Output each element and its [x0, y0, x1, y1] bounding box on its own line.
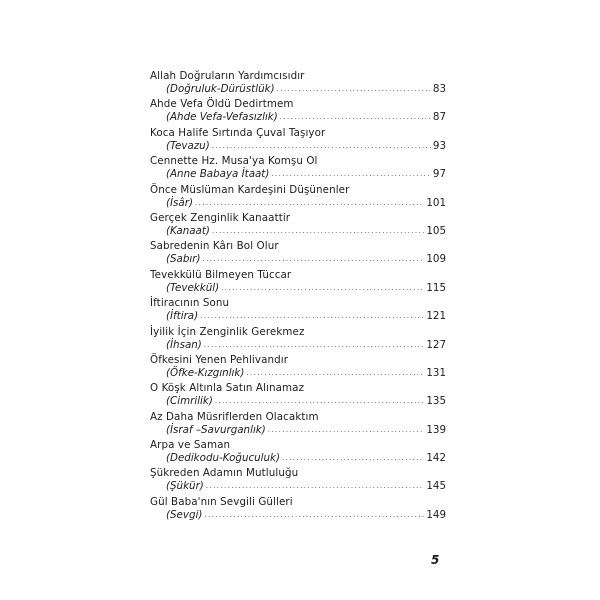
- dot-leader: [200, 310, 424, 323]
- dot-leader: [246, 367, 424, 380]
- toc-entry-subject: (Sabır): [166, 253, 201, 266]
- toc-entry-page-number: 139: [426, 423, 446, 436]
- toc-entry-title: Sabredenin Kârı Bol Olur: [150, 240, 279, 253]
- toc-entry: [150, 127, 446, 155]
- toc-entry-title: Gül Baba'nın Sevgili Gülleri: [150, 495, 293, 508]
- toc-entry-title: O Köşk Altınla Satın Alınamaz: [150, 382, 305, 395]
- toc-entry-detail: [150, 424, 446, 438]
- toc-entry-detail: [150, 480, 446, 494]
- toc-entry: [150, 326, 446, 354]
- toc-entry-title: Şükreden Adamın Mutluluğu: [150, 467, 299, 480]
- toc-entry-subject: (İhsan): [166, 338, 202, 351]
- dot-leader: [203, 253, 425, 266]
- toc-entry-page-number: 115: [426, 281, 446, 294]
- toc-entry-title: Az Daha Müsriflerden Olacaktım: [150, 410, 319, 423]
- toc-entry: [150, 184, 446, 212]
- toc-entry-detail: [150, 111, 446, 125]
- toc-entry-subject: (Kanaat): [166, 224, 210, 237]
- toc-entry: [150, 439, 446, 467]
- toc-entry: [150, 269, 446, 297]
- page-number: 5: [431, 553, 440, 567]
- table-of-contents: [150, 70, 446, 524]
- toc-entry: [150, 354, 446, 382]
- toc-entry-title: Ahde Vefa Öldü Dedirtmem: [150, 98, 294, 111]
- toc-entry-page-number: 121: [426, 310, 446, 323]
- toc-entry-detail: [150, 395, 446, 409]
- toc-entry-detail: [150, 83, 446, 97]
- dot-leader: [215, 395, 424, 408]
- dot-leader: [212, 225, 424, 238]
- toc-entry-subject: (İsâr): [166, 196, 193, 209]
- toc-entry-page-number: 135: [426, 395, 446, 408]
- toc-entry-subject: (İftira): [166, 310, 199, 323]
- toc-entry-page-number: 105: [426, 224, 446, 237]
- toc-entry-page-number: 127: [426, 338, 446, 351]
- dot-leader: [221, 282, 424, 295]
- toc-entry-detail: [150, 339, 446, 353]
- dot-leader: [204, 339, 425, 352]
- toc-entry-detail: [150, 253, 446, 267]
- toc-entry-detail: [150, 310, 446, 324]
- toc-entry-page-number: 145: [426, 480, 446, 493]
- toc-entry-page-number: 131: [426, 366, 446, 379]
- toc-entry: [150, 98, 446, 126]
- toc-entry-title: İyilik İçin Zenginlik Gerekmez: [150, 325, 305, 338]
- toc-entry-subject: (Öfke-Kızgınlık): [166, 366, 245, 379]
- toc-entry-title: Cennette Hz. Musa'ya Komşu Ol: [150, 155, 318, 168]
- toc-entry-detail: [150, 197, 446, 211]
- toc-entry-page-number: 149: [426, 508, 446, 521]
- toc-entry-title: Öfkesini Yenen Pehlivandır: [150, 353, 289, 366]
- toc-entry-title: İftiracının Sonu: [150, 297, 230, 310]
- toc-entry-subject: (Cimrilik): [166, 395, 213, 408]
- toc-entry-title: Arpa ve Saman: [150, 439, 231, 452]
- toc-entry-page-number: 101: [426, 196, 446, 209]
- toc-entry-title: Koca Halife Sırtında Çuval Taşıyor: [150, 126, 326, 139]
- toc-entry-subject: (Ahde Vefa-Vefasızlık): [166, 111, 278, 124]
- dot-leader: [204, 509, 424, 522]
- toc-entry-detail: [150, 367, 446, 381]
- toc-entry-detail: [150, 509, 446, 523]
- toc-entry-subject: (Anne Babaya İtaat): [166, 168, 270, 181]
- toc-entry: [150, 240, 446, 268]
- toc-entry: [150, 496, 446, 524]
- toc-entry-page-number: 83: [432, 83, 446, 95]
- toc-entry: [150, 155, 446, 183]
- dot-leader: [195, 197, 424, 210]
- toc-entry: [150, 212, 446, 240]
- toc-entry-title: Allah Doğruların Yardımcısıdır: [150, 70, 305, 82]
- toc-entry-detail: [150, 140, 446, 154]
- toc-entry-subject: (Sevgi): [166, 508, 203, 521]
- dot-leader: [277, 83, 431, 96]
- toc-entry-page-number: 87: [432, 111, 446, 124]
- toc-entry-page-number: 109: [426, 253, 446, 266]
- toc-entry-title: Tevekkülü Bilmeyen Tüccar: [150, 268, 292, 281]
- toc-entry-page-number: 93: [432, 139, 446, 152]
- dot-leader: [280, 111, 431, 124]
- toc-entry: [150, 467, 446, 495]
- toc-entry: [150, 382, 446, 410]
- toc-entry: [150, 70, 446, 98]
- toc-entry-detail: [150, 282, 446, 296]
- dot-leader: [212, 140, 431, 153]
- toc-entry-subject: (Dedikodu-Koğuculuk): [166, 452, 281, 465]
- toc-entry-subject: (Tevekkül): [166, 281, 220, 294]
- toc-entry-title: Gerçek Zenginlik Kanaattir: [150, 211, 291, 224]
- toc-entry-subject: (Şükür): [166, 480, 204, 493]
- dot-leader: [282, 452, 424, 465]
- toc-entry-detail: [150, 225, 446, 239]
- dot-leader: [206, 480, 425, 493]
- toc-entry-page-number: 97: [432, 168, 446, 181]
- toc-entry-subject: (İsraf –Savurganlık): [166, 423, 266, 436]
- toc-entry: [150, 297, 446, 325]
- toc-entry-page-number: 142: [426, 452, 446, 465]
- dot-leader: [268, 424, 425, 437]
- toc-entry-subject: (Tevazu): [166, 139, 210, 152]
- toc-entry-detail: [150, 168, 446, 182]
- dot-leader: [271, 168, 431, 181]
- toc-entry-subject: (Doğruluk-Dürüstlük): [166, 83, 275, 95]
- toc-entry-detail: [150, 452, 446, 466]
- toc-entry-title: Önce Müslüman Kardeşini Düşünenler: [150, 183, 350, 196]
- toc-entry: [150, 411, 446, 439]
